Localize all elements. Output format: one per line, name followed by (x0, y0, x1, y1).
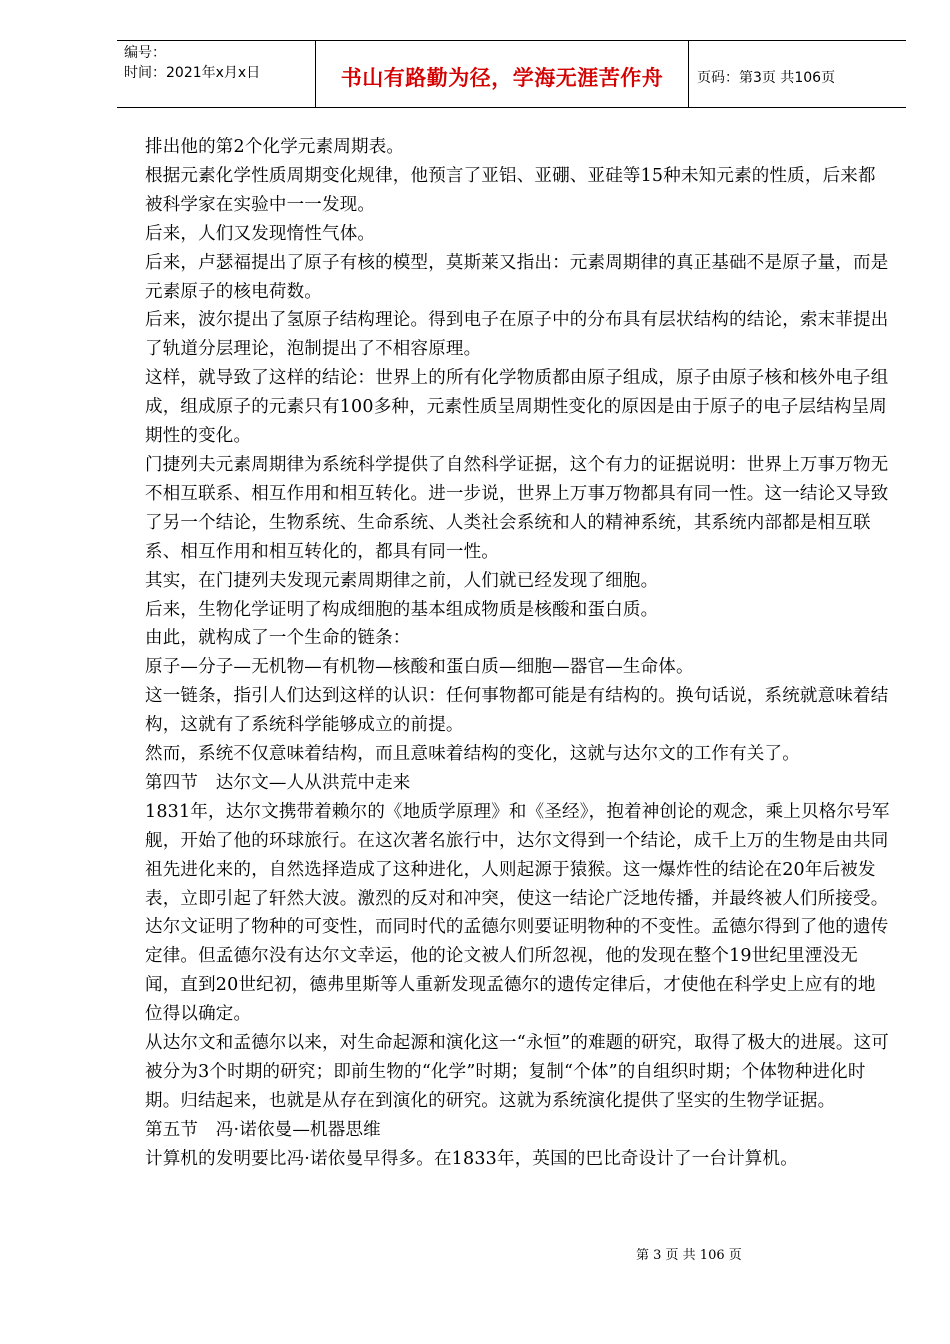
page-header (117, 40, 906, 108)
paragraph: 这样，就导致了这样的结论：世界上的所有化学物质都由原子组成，原子由原子核和核外电子组成，组成原子的元素只有100多种，元素性质呈周期性变化的原因是由于原子的电子层结构呈周期性的变化。 (145, 368, 889, 447)
document-body (145, 133, 890, 1174)
header-page-label: 页码：第3页 共106页 (697, 70, 836, 86)
paragraph: 由此，就构成了一个生命的链条： (145, 628, 411, 649)
header-meta (117, 41, 316, 107)
paragraph: 然而，系统不仅意味着结构，而且意味着结构的变化，这就与达尔文的工作有关了。 (145, 744, 800, 765)
page-footer: 第 3 页 共 106 页 (636, 1248, 742, 1263)
section-heading: 第四节 达尔文—人从洪荒中走来 (145, 772, 411, 793)
paragraph: 1831年，达尔文携带着赖尔的《地质学原理》和《圣经》，抱着神创论的观念，乘上贝格尔号军舰，开始了他的环球旅行。在这次著名旅行中，达尔文得到一个结论，成千上万的生物是由共同祖先进化来的，自然选择造成了这种进化，人则起源于猿猴。这一爆炸性的结论在20年后被发表，立即引起了轩然大波。激烈的反对和冲突，使这一结论广泛地传播，并最终被人们所接受。 (145, 801, 890, 909)
paragraph: 达尔文证明了物种的可变性，而同时代的孟德尔则要证明物种的不变性。孟德尔得到了他的遗传定律。但孟德尔没有达尔文幸运，他的论文被人们所忽视，他的发现在整个19世纪里湮没无闻，直到20世纪初，德弗里斯等人重新发现孟德尔的遗传定律后，才使他在科学史上应有的地位得以确定。 (145, 917, 889, 1025)
header-motto-cell (316, 41, 689, 107)
paragraph: 排出他的第2个化学元素周期表。 (145, 137, 405, 157)
header-page-cell (689, 41, 906, 107)
header-motto: 书山有路勤为径，学海无涯苦作舟 (340, 66, 664, 90)
paragraph: 从达尔文和孟德尔以来，对生命起源和演化这一“永恒”的难题的研究，取得了极大的进展。这可被分为3个时期的研究；即前生物的“化学”时期；复制“个体”的自组织时期；个体物种进化时期。归结起来，也就是从存在到演化的研究。这就为系统演化提供了坚实的生物学证据。 (145, 1033, 889, 1111)
paragraph: 根据元素化学性质周期变化规律，他预言了亚铝、亚硼、亚硅等15种未知元素的性质，后来都被科学家在实验中一一发现。 (145, 165, 876, 215)
paragraph: 原子—分子—无机物—有机物—核酸和蛋白质—细胞—器官—生命体。 (145, 657, 694, 678)
paragraph: 计算机的发明要比冯·诺依曼早得多。在1833年，英国的巴比奇设计了一台计算机。 (145, 1148, 798, 1169)
paragraph: 后来，波尔提出了氢原子结构理论。得到电子在原子中的分布具有层状结构的结论，索末菲提出了轨道分层理论，泡制提出了不相容原理。 (145, 310, 889, 360)
paragraph: 门捷列夫元素周期律为系统科学提供了自然科学证据，这个有力的证据说明：世界上万事万物无不相互联系、相互作用和相互转化。进一步说，世界上万事万物都具有同一性。这一结论又导致了另一个结论，生物系统、生命系统、人类社会系统和人的精神系统，其系统内部都是相互联系、相互作用和相互转化的，都具有同一性。 (145, 454, 889, 562)
paragraph: 其实，在门捷列夫发现元素周期律之前，人们就已经发现了细胞。 (145, 570, 659, 591)
section-heading: 第五节 冯·诺依曼—机器思维 (145, 1119, 381, 1140)
paragraph: 这一链条，指引人们达到这样的认识：任何事物都可能是有结构的。换句话说，系统就意味着结构，这就有了系统科学能够成立的前提。 (145, 686, 889, 736)
header-number-label: 编号： (124, 45, 166, 61)
paragraph: 后来，生物化学证明了构成细胞的基本组成物质是核酸和蛋白质。 (145, 599, 659, 620)
paragraph: 后来，卢瑟福提出了原子有核的模型，莫斯莱又指出：元素周期律的真正基础不是原子量，而是元素原子的核电荷数。 (145, 252, 889, 302)
paragraph: 后来，人们又发现惰性气体。 (145, 223, 376, 244)
header-time-label: 时间：2021年x月x日 (124, 65, 261, 81)
